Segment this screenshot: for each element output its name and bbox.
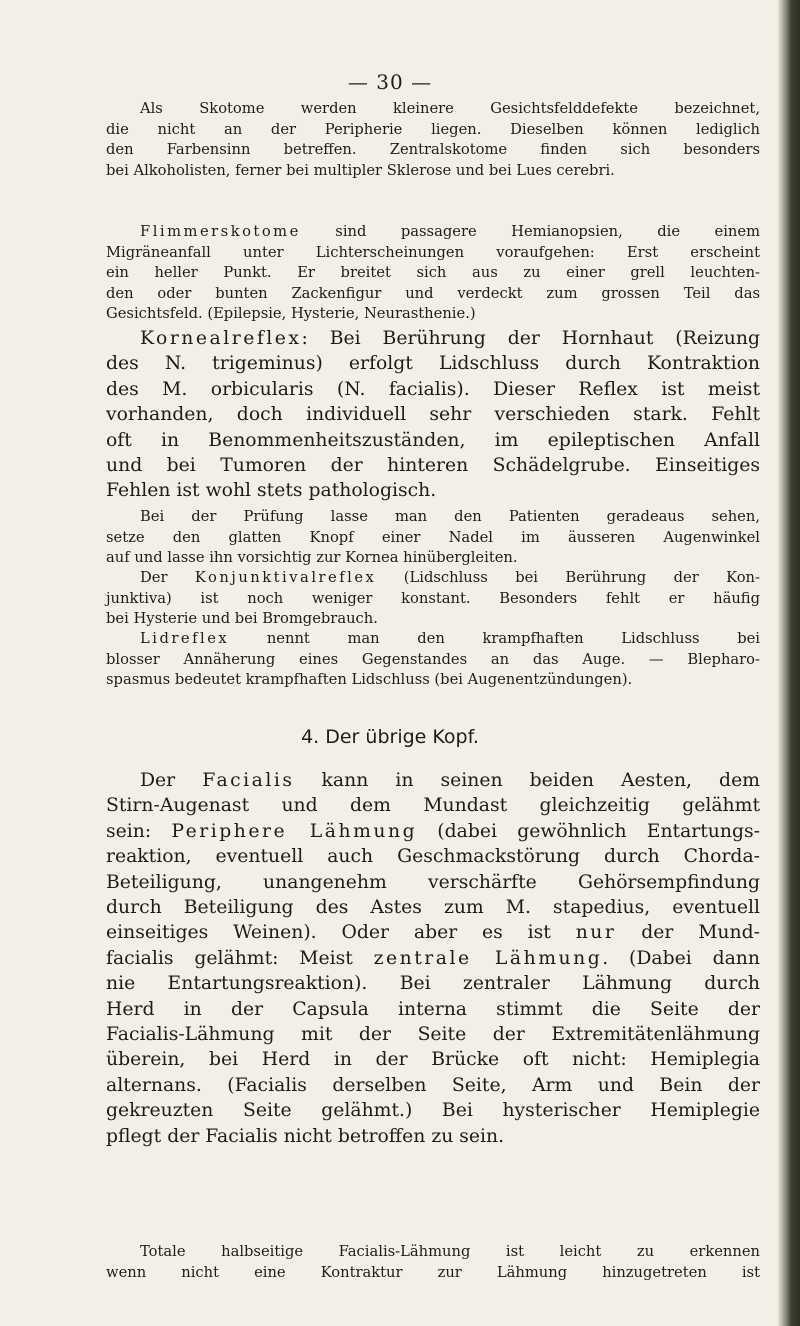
paragraph-skotome xyxy=(106,99,760,181)
text-line: des M. orbicularis (N. facialis). Dieser Reflex ist meist xyxy=(106,378,760,400)
text-line: auf und lasse ihn vorsichtig zur Kornea hinübergleiten. xyxy=(106,549,518,566)
text-line xyxy=(106,326,760,351)
text-line: nie Entartungsreaktion). Bei zentraler Lähmung durch xyxy=(106,973,760,995)
text-fragment: facialis gelähmt: Meist xyxy=(106,947,374,969)
page-binding-edge xyxy=(778,0,800,1326)
text-line: bei Alkoholisten, ferner bei multipler Sklerose und bei Lues cerebri. xyxy=(106,161,615,179)
text-line: Fehlen ist wohl stets pathologisch. xyxy=(106,480,437,502)
spaced-term: Periphere Lähmung xyxy=(171,820,418,842)
text-line: Bei der Prüfung lasse man den Patienten geradeaus sehen, xyxy=(140,508,760,525)
text-line: gekreuzten Seite gelähmt.) Bei hysterischer Hemiplegie xyxy=(106,1100,760,1122)
text-line: überein, bei Herd in der Brücke oft nicht: Hemiplegia xyxy=(106,1049,760,1071)
text-line: Stirn-Augenast und dem Mundast gleichzeitig gelähmt xyxy=(106,795,760,817)
paragraph-lidreflex xyxy=(106,629,760,691)
text-line: Gesichtsfeld. (Epilepsie, Hysterie, Neurasthenie.) xyxy=(106,305,476,322)
text-line: blosser Annäherung eines Gegenstandes an das Auge. — Blepharo- xyxy=(106,650,760,668)
text-line xyxy=(106,629,760,650)
text-line: Facialis-Lähmung mit der Seite der Extremitätenlähmung xyxy=(106,1024,760,1046)
text-line: Als Skotome werden kleinere Gesichtsfelddefekte bezeichnet, xyxy=(140,100,760,117)
text-line: vorhanden, doch individuell sehr verschieden stark. Fehlt xyxy=(106,404,760,426)
paragraph-flimmerskotome xyxy=(106,222,760,325)
text-fragment: sind passagere Hemianopsien, die einem xyxy=(300,223,760,240)
text-line: die nicht an der Peripherie liegen. Dieselben können lediglich xyxy=(106,120,760,138)
text-line: wenn nicht eine Kontraktur zur Lähmung hinzugetreten ist xyxy=(106,1263,760,1281)
text-line: reaktion, eventuell auch Geschmackstörung durch Chorda- xyxy=(106,846,760,868)
paragraph-pruefung xyxy=(106,507,760,569)
text-fragment: . (Dabei dann xyxy=(602,947,760,969)
text-line: den Farbensinn betreffen. Zentralskotome finden sich besonders xyxy=(106,141,760,158)
spaced-term: zentrale Lähmung xyxy=(373,947,603,969)
text-line: pflegt der Facialis nicht betroffen zu sein. xyxy=(106,1125,505,1147)
spaced-term: Konjunktivalreflex xyxy=(194,569,377,586)
text-line xyxy=(106,946,760,971)
spaced-term: Kornealreflex xyxy=(140,328,302,349)
paragraph-facialis xyxy=(106,768,760,1149)
section-heading: 4. Der übrige Kopf. xyxy=(301,726,479,748)
text-line: alternans. (Facialis derselben Seite, Arm und Bein der xyxy=(106,1074,760,1096)
paragraph-kornealreflex xyxy=(106,326,760,504)
spaced-term: Flimmerskotome xyxy=(140,223,301,240)
text-line: Beteiligung, unangenehm verschärfte Gehörsempfindung xyxy=(106,871,760,893)
text-line: Totale halbseitige Facialis-Lähmung ist leicht zu erkennen xyxy=(140,1243,760,1260)
text-line: den oder bunten Zackenfigur und verdeckt zum grossen Teil das xyxy=(106,284,760,302)
text-fragment: kann in seinen beiden Aesten, dem xyxy=(294,770,760,791)
text-fragment: der Mund- xyxy=(616,922,760,944)
text-fragment: (dabei gewöhnlich Entartungs- xyxy=(417,820,761,842)
spaced-term: Facialis xyxy=(202,770,295,791)
page-number: — 30 — xyxy=(347,70,433,94)
text-line: Herd in der Capsula interna stimmt die Seite der xyxy=(106,998,760,1020)
text-line xyxy=(106,568,760,589)
text-fragment: : Bei Berührung der Hornhaut (Reizung xyxy=(301,328,760,349)
text-line xyxy=(106,222,760,243)
text-line: junktiva) ist noch weniger konstant. Besonders fehlt er häufig xyxy=(106,589,760,607)
text-line xyxy=(106,768,760,793)
text-line xyxy=(106,920,760,945)
paragraph-konjunktivalreflex xyxy=(106,568,760,630)
text-line: ein heller Punkt. Er breitet sich aus zu einer grell leuchten- xyxy=(106,264,760,281)
text-fragment: Der xyxy=(140,770,203,791)
text-fragment: einseitiges Weinen). Oder aber es ist xyxy=(106,922,576,944)
text-line: und bei Tumoren der hinteren Schädelgrube. Einseitiges xyxy=(106,455,760,477)
text-line: Migräneanfall unter Lichterscheinungen voraufgehen: Erst erscheint xyxy=(106,243,760,261)
text-line: des N. trigeminus) erfolgt Lidschluss durch Kontraktion xyxy=(106,353,760,375)
text-line xyxy=(106,819,760,844)
paragraph-totale-laehmung xyxy=(106,1242,760,1283)
text-line: durch Beteiligung des Astes zum M. stapedius, eventuell xyxy=(106,897,760,919)
text-fragment: (Lidschluss bei Berührung der Kon- xyxy=(376,569,760,586)
text-line: bei Hysterie und bei Bromgebrauch. xyxy=(106,610,378,627)
spaced-term: Lidreflex xyxy=(140,630,230,647)
spaced-term: nur xyxy=(575,922,617,944)
text-line: spasmus bedeutet krampfhaften Lidschluss (bei Augenentzündungen). xyxy=(106,671,633,688)
text-fragment: sein: xyxy=(106,820,172,842)
text-line: setze den glatten Knopf einer Nadel im äusseren Augenwinkel xyxy=(106,528,760,546)
text-fragment: nennt man den krampfhaften Lidschluss bei xyxy=(229,630,760,647)
text-line: oft in Benommenheitszuständen, im epileptischen Anfall xyxy=(106,429,760,451)
text-fragment: Der xyxy=(140,569,195,586)
